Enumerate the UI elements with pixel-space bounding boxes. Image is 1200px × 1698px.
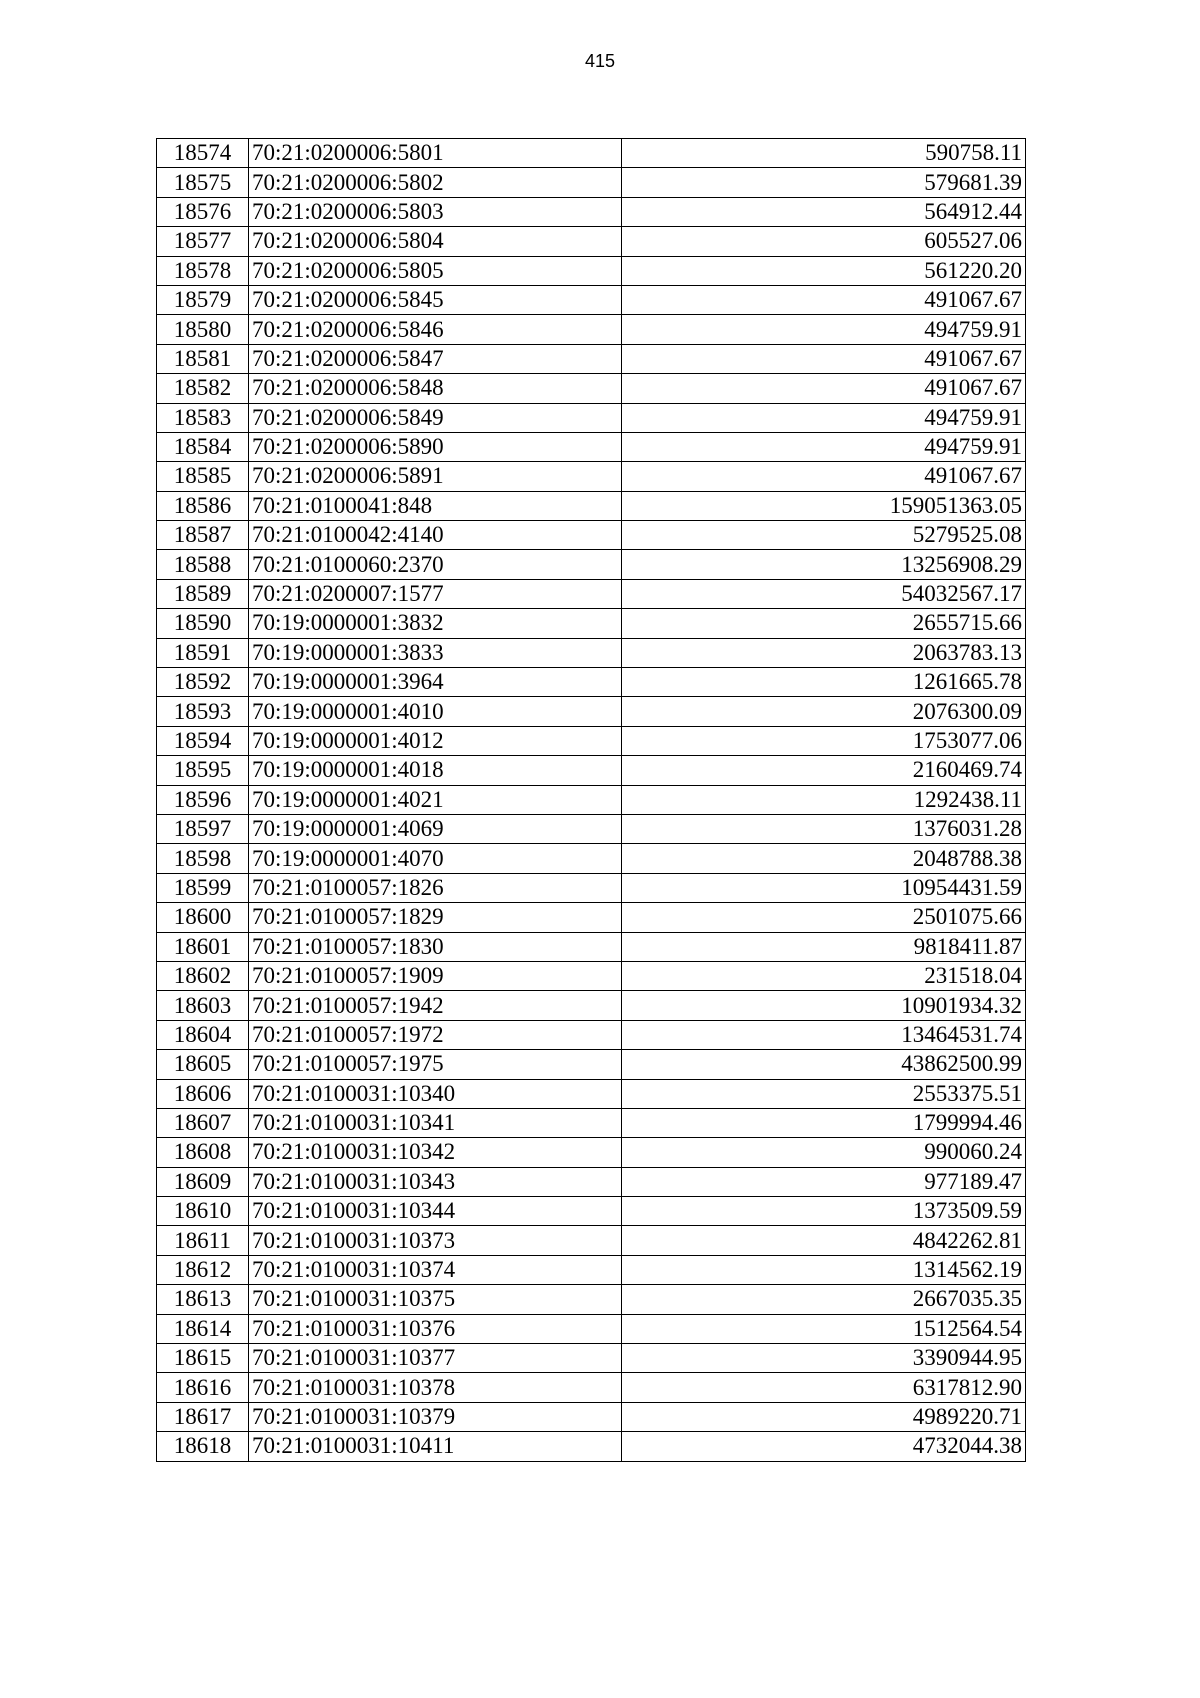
cadastral-number-cell: 70:19:0000001:4021 — [249, 785, 622, 814]
cadastral-number-cell: 70:19:0000001:3833 — [249, 638, 622, 667]
row-number-cell: 18609 — [157, 1167, 249, 1196]
value-cell: 491067.67 — [622, 374, 1026, 403]
table-row — [157, 726, 1026, 755]
cadastral-number-cell: 70:21:0100031:10374 — [249, 1255, 622, 1284]
table-row — [157, 1255, 1026, 1284]
value-cell: 4842262.81 — [622, 1226, 1026, 1255]
value-cell: 159051363.05 — [622, 491, 1026, 520]
table-row — [157, 285, 1026, 314]
row-number-cell: 18601 — [157, 932, 249, 961]
table-row — [157, 1020, 1026, 1049]
row-number-cell: 18576 — [157, 197, 249, 226]
row-number-cell: 18583 — [157, 403, 249, 432]
table-row — [157, 1108, 1026, 1137]
row-number-cell: 18590 — [157, 609, 249, 638]
row-number-cell: 18585 — [157, 462, 249, 491]
table-row — [157, 139, 1026, 168]
table-row — [157, 991, 1026, 1020]
cadastral-number-cell: 70:19:0000001:3832 — [249, 609, 622, 638]
row-number-cell: 18589 — [157, 579, 249, 608]
value-cell: 3390944.95 — [622, 1344, 1026, 1373]
cadastral-number-cell: 70:21:0100031:10378 — [249, 1373, 622, 1402]
table-row — [157, 462, 1026, 491]
table-row — [157, 432, 1026, 461]
value-cell: 43862500.99 — [622, 1050, 1026, 1079]
cadastral-number-cell: 70:21:0200006:5846 — [249, 315, 622, 344]
table-row — [157, 756, 1026, 785]
cadastral-number-cell: 70:19:0000001:4070 — [249, 844, 622, 873]
cadastral-number-cell: 70:21:0200007:1577 — [249, 579, 622, 608]
row-number-cell: 18606 — [157, 1079, 249, 1108]
row-number-cell: 18597 — [157, 814, 249, 843]
table-row — [157, 668, 1026, 697]
cadastral-number-cell: 70:21:0200006:5845 — [249, 285, 622, 314]
cadastral-number-cell: 70:21:0100031:10343 — [249, 1167, 622, 1196]
table-row — [157, 932, 1026, 961]
cadastral-number-cell: 70:21:0200006:5802 — [249, 168, 622, 197]
value-cell: 231518.04 — [622, 961, 1026, 990]
row-number-cell: 18588 — [157, 550, 249, 579]
value-cell: 491067.67 — [622, 344, 1026, 373]
value-cell: 494759.91 — [622, 403, 1026, 432]
cadastral-number-cell: 70:21:0100057:1975 — [249, 1050, 622, 1079]
row-number-cell: 18587 — [157, 521, 249, 550]
cadastral-number-cell: 70:21:0100057:1829 — [249, 903, 622, 932]
value-cell: 1376031.28 — [622, 814, 1026, 843]
value-cell: 494759.91 — [622, 432, 1026, 461]
cadastral-number-cell: 70:21:0100031:10342 — [249, 1138, 622, 1167]
cadastral-number-cell: 70:21:0200006:5803 — [249, 197, 622, 226]
value-cell: 1292438.11 — [622, 785, 1026, 814]
value-cell: 564912.44 — [622, 197, 1026, 226]
row-number-cell: 18581 — [157, 344, 249, 373]
table-row — [157, 1344, 1026, 1373]
row-number-cell: 18602 — [157, 961, 249, 990]
cadastral-number-cell: 70:21:0100057:1826 — [249, 873, 622, 902]
row-number-cell: 18580 — [157, 315, 249, 344]
row-number-cell: 18575 — [157, 168, 249, 197]
value-cell: 2553375.51 — [622, 1079, 1026, 1108]
row-number-cell: 18617 — [157, 1402, 249, 1431]
cadastral-number-cell: 70:21:0100042:4140 — [249, 521, 622, 550]
table-row — [157, 1138, 1026, 1167]
table-row — [157, 550, 1026, 579]
value-cell: 9818411.87 — [622, 932, 1026, 961]
table-row — [157, 579, 1026, 608]
value-cell: 6317812.90 — [622, 1373, 1026, 1402]
value-cell: 1373509.59 — [622, 1197, 1026, 1226]
table-row — [157, 1197, 1026, 1226]
value-cell: 10954431.59 — [622, 873, 1026, 902]
table-row — [157, 1226, 1026, 1255]
cadastral-number-cell: 70:21:0200006:5848 — [249, 374, 622, 403]
row-number-cell: 18595 — [157, 756, 249, 785]
page-number: 415 — [584, 51, 616, 71]
cadastral-number-cell: 70:21:0100057:1942 — [249, 991, 622, 1020]
cadastral-number-cell: 70:19:0000001:3964 — [249, 668, 622, 697]
table-row — [157, 227, 1026, 256]
row-number-cell: 18586 — [157, 491, 249, 520]
cadastral-number-cell: 70:21:0200006:5849 — [249, 403, 622, 432]
table-row — [157, 1167, 1026, 1196]
table-row — [157, 403, 1026, 432]
cadastral-number-cell: 70:21:0100031:10341 — [249, 1108, 622, 1137]
table-row — [157, 785, 1026, 814]
table-row — [157, 1402, 1026, 1431]
table-row — [157, 168, 1026, 197]
row-number-cell: 18613 — [157, 1285, 249, 1314]
value-cell: 579681.39 — [622, 168, 1026, 197]
row-number-cell: 18596 — [157, 785, 249, 814]
cadastral-number-cell: 70:19:0000001:4018 — [249, 756, 622, 785]
row-number-cell: 18615 — [157, 1344, 249, 1373]
table-row — [157, 814, 1026, 843]
cadastral-number-cell: 70:21:0100060:2370 — [249, 550, 622, 579]
row-number-cell: 18612 — [157, 1255, 249, 1284]
table-row — [157, 344, 1026, 373]
value-cell: 590758.11 — [622, 139, 1026, 168]
table-row — [157, 903, 1026, 932]
row-number-cell: 18598 — [157, 844, 249, 873]
value-cell: 2501075.66 — [622, 903, 1026, 932]
cadastral-number-cell: 70:21:0100031:10340 — [249, 1079, 622, 1108]
value-cell: 561220.20 — [622, 256, 1026, 285]
row-number-cell: 18614 — [157, 1314, 249, 1343]
value-cell: 13256908.29 — [622, 550, 1026, 579]
table-row — [157, 1373, 1026, 1402]
value-cell: 2160469.74 — [622, 756, 1026, 785]
value-cell: 1261665.78 — [622, 668, 1026, 697]
table-row — [157, 1314, 1026, 1343]
row-number-cell: 18574 — [157, 139, 249, 168]
row-number-cell: 18604 — [157, 1020, 249, 1049]
cadastral-number-cell: 70:21:0200006:5804 — [249, 227, 622, 256]
value-cell: 990060.24 — [622, 1138, 1026, 1167]
value-cell: 1799994.46 — [622, 1108, 1026, 1137]
cadastral-number-cell: 70:21:0100031:10411 — [249, 1432, 622, 1461]
table-row — [157, 256, 1026, 285]
row-number-cell: 18607 — [157, 1108, 249, 1137]
row-number-cell: 18616 — [157, 1373, 249, 1402]
cadastral-number-cell: 70:21:0100031:10375 — [249, 1285, 622, 1314]
row-number-cell: 18600 — [157, 903, 249, 932]
cadastral-number-cell: 70:21:0100031:10377 — [249, 1344, 622, 1373]
cadastral-number-cell: 70:19:0000001:4012 — [249, 726, 622, 755]
table-row — [157, 315, 1026, 344]
table-body — [157, 139, 1026, 1462]
table-row — [157, 844, 1026, 873]
cadastral-number-cell: 70:21:0200006:5890 — [249, 432, 622, 461]
table-row — [157, 197, 1026, 226]
cadastral-number-cell: 70:21:0100031:10344 — [249, 1197, 622, 1226]
value-cell: 2048788.38 — [622, 844, 1026, 873]
value-cell: 491067.67 — [622, 462, 1026, 491]
cadastral-number-cell: 70:19:0000001:4069 — [249, 814, 622, 843]
value-cell: 2655715.66 — [622, 609, 1026, 638]
value-cell: 605527.06 — [622, 227, 1026, 256]
table-row — [157, 609, 1026, 638]
value-cell: 5279525.08 — [622, 521, 1026, 550]
row-number-cell: 18603 — [157, 991, 249, 1020]
table-row — [157, 961, 1026, 990]
cadastral-number-cell: 70:21:0200006:5847 — [249, 344, 622, 373]
cadastral-number-cell: 70:21:0100031:10373 — [249, 1226, 622, 1255]
row-number-cell: 18608 — [157, 1138, 249, 1167]
row-number-cell: 18605 — [157, 1050, 249, 1079]
value-cell: 2063783.13 — [622, 638, 1026, 667]
table-row — [157, 1050, 1026, 1079]
cadastral-number-cell: 70:21:0100057:1830 — [249, 932, 622, 961]
row-number-cell: 18594 — [157, 726, 249, 755]
cadastral-number-cell: 70:21:0200006:5801 — [249, 139, 622, 168]
cadastral-number-cell: 70:21:0200006:5805 — [249, 256, 622, 285]
table-row — [157, 1285, 1026, 1314]
table-row — [157, 1432, 1026, 1461]
row-number-cell: 18591 — [157, 638, 249, 667]
table-row — [157, 374, 1026, 403]
value-cell: 1314562.19 — [622, 1255, 1026, 1284]
cadastral-number-cell: 70:21:0100057:1909 — [249, 961, 622, 990]
value-cell: 977189.47 — [622, 1167, 1026, 1196]
value-cell: 2667035.35 — [622, 1285, 1026, 1314]
table-row — [157, 1079, 1026, 1108]
cadastral-number-cell: 70:21:0100031:10376 — [249, 1314, 622, 1343]
data-table — [156, 138, 1026, 1462]
cadastral-number-cell: 70:21:0100041:848 — [249, 491, 622, 520]
cadastral-number-cell: 70:21:0100057:1972 — [249, 1020, 622, 1049]
value-cell: 1753077.06 — [622, 726, 1026, 755]
value-cell: 10901934.32 — [622, 991, 1026, 1020]
table-row — [157, 638, 1026, 667]
row-number-cell: 18577 — [157, 227, 249, 256]
cadastral-number-cell: 70:21:0200006:5891 — [249, 462, 622, 491]
row-number-cell: 18579 — [157, 285, 249, 314]
row-number-cell: 18611 — [157, 1226, 249, 1255]
row-number-cell: 18599 — [157, 873, 249, 902]
table-row — [157, 521, 1026, 550]
value-cell: 494759.91 — [622, 315, 1026, 344]
cadastral-number-cell: 70:19:0000001:4010 — [249, 697, 622, 726]
value-cell: 491067.67 — [622, 285, 1026, 314]
cadastral-number-cell: 70:21:0100031:10379 — [249, 1402, 622, 1431]
value-cell: 4732044.38 — [622, 1432, 1026, 1461]
row-number-cell: 18582 — [157, 374, 249, 403]
table-row — [157, 697, 1026, 726]
table-row — [157, 491, 1026, 520]
row-number-cell: 18578 — [157, 256, 249, 285]
row-number-cell: 18584 — [157, 432, 249, 461]
row-number-cell: 18618 — [157, 1432, 249, 1461]
table-row — [157, 873, 1026, 902]
row-number-cell: 18593 — [157, 697, 249, 726]
value-cell: 13464531.74 — [622, 1020, 1026, 1049]
value-cell: 1512564.54 — [622, 1314, 1026, 1343]
row-number-cell: 18592 — [157, 668, 249, 697]
row-number-cell: 18610 — [157, 1197, 249, 1226]
value-cell: 54032567.17 — [622, 579, 1026, 608]
value-cell: 2076300.09 — [622, 697, 1026, 726]
value-cell: 4989220.71 — [622, 1402, 1026, 1431]
